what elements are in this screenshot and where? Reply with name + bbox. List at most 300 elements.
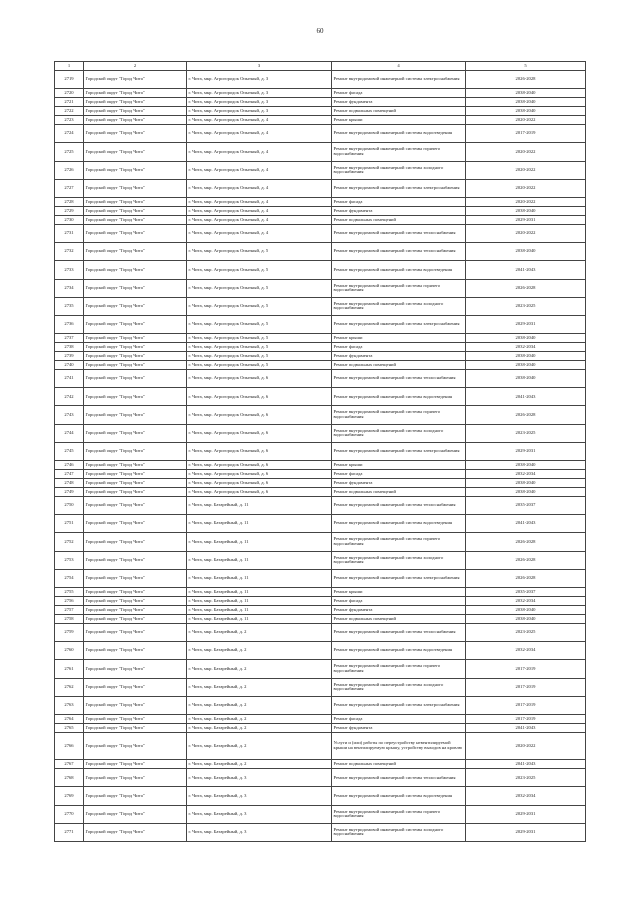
work-type-cell: Ремонт фасада <box>332 197 466 206</box>
work-type-cell: Ремонт внутридомовой инженерной системы холодного водоснабжения <box>332 161 466 179</box>
table-row <box>55 569 586 587</box>
municipality-cell: Городской округ "Город Чита" <box>84 343 187 352</box>
period-cell: 2032-2034 <box>466 787 586 805</box>
row-number-cell: 2733 <box>55 261 84 279</box>
address-cell: г. Чита, мкр. Агрогородок Опытный, д. 4 <box>187 224 332 242</box>
table-row <box>55 71 586 89</box>
address-cell: г. Чита, мкр. Агрогородок Опытный, д. 6 <box>187 470 332 479</box>
period-cell: 2020-2022 <box>466 143 586 161</box>
work-type-cell: Ремонт внутридомовой инженерной системы горячего водоснабжения <box>332 406 466 424</box>
municipality-cell: Городской округ "Город Чита" <box>84 714 187 723</box>
period-cell: 2023-2025 <box>466 297 586 315</box>
address-cell: г. Чита, мкр. Батарейный, д. 3 <box>187 823 332 841</box>
row-number-cell: 2755 <box>55 587 84 596</box>
municipality-cell: Городской округ "Город Чита" <box>84 143 187 161</box>
address-cell: г. Чита, мкр. Батарейный, д. 2 <box>187 642 332 660</box>
address-cell: г. Чита, мкр. Батарейный, д. 2 <box>187 760 332 769</box>
column-header: 5 <box>466 62 586 71</box>
work-type-cell: Ремонт фундамента <box>332 98 466 107</box>
period-cell: 2020-2022 <box>466 116 586 125</box>
period-cell: 2041-2043 <box>466 388 586 406</box>
period-cell: 2041-2043 <box>466 760 586 769</box>
period-cell: 2038-2040 <box>466 352 586 361</box>
address-cell: г. Чита, мкр. Батарейный, д. 11 <box>187 614 332 623</box>
table-row <box>55 479 586 488</box>
work-type-cell: Ремонт фундамента <box>332 206 466 215</box>
table-row <box>55 361 586 370</box>
municipality-cell: Городской округ "Город Чита" <box>84 587 187 596</box>
period-cell: 2032-2034 <box>466 642 586 660</box>
work-type-cell: Ремонт внутридомовой инженерной системы электроснабжения <box>332 71 466 89</box>
row-number-cell: 2759 <box>55 623 84 641</box>
work-type-cell: Ремонт внутридомовой инженерной системы водоотведения <box>332 261 466 279</box>
row-number-cell: 2748 <box>55 479 84 488</box>
period-cell: 2035-2037 <box>466 497 586 515</box>
row-number-cell: 2727 <box>55 179 84 197</box>
municipality-cell: Городской округ "Город Чита" <box>84 98 187 107</box>
period-cell: 2017-2019 <box>466 678 586 696</box>
table-row <box>55 406 586 424</box>
row-number-cell: 2722 <box>55 107 84 116</box>
address-cell: г. Чита, мкр. Агрогородок Опытный, д. 6 <box>187 406 332 424</box>
table-row <box>55 660 586 678</box>
address-cell: г. Чита, мкр. Агрогородок Опытный, д. 4 <box>187 161 332 179</box>
row-number-cell: 2741 <box>55 370 84 388</box>
table-row <box>55 714 586 723</box>
municipality-cell: Городской округ "Город Чита" <box>84 243 187 261</box>
municipality-cell: Городской округ "Город Чита" <box>84 696 187 714</box>
table-row <box>55 596 586 605</box>
work-type-cell: Ремонт внутридомовой инженерной системы водоотведения <box>332 388 466 406</box>
table-row <box>55 732 586 759</box>
address-cell: г. Чита, мкр. Батарейный, д. 11 <box>187 533 332 551</box>
municipality-cell: Городской округ "Город Чита" <box>84 596 187 605</box>
table-row <box>55 696 586 714</box>
municipality-cell: Городской округ "Город Чита" <box>84 479 187 488</box>
municipality-cell: Городской округ "Город Чита" <box>84 660 187 678</box>
period-cell: 2017-2019 <box>466 125 586 143</box>
address-cell: г. Чита, мкр. Агрогородок Опытный, д. 5 <box>187 352 332 361</box>
row-number-cell: 2739 <box>55 352 84 361</box>
work-type-cell: Ремонт внутридомовой инженерной системы горячего водоснабжения <box>332 805 466 823</box>
table-row <box>55 614 586 623</box>
capital-repair-table <box>54 61 586 842</box>
row-number-cell: 2762 <box>55 678 84 696</box>
row-number-cell: 2753 <box>55 551 84 569</box>
work-type-cell: Ремонт подвальных помещений <box>332 361 466 370</box>
row-number-cell: 2735 <box>55 297 84 315</box>
address-cell: г. Чита, мкр. Агрогородок Опытный, д. 4 <box>187 206 332 215</box>
row-number-cell: 2751 <box>55 515 84 533</box>
table-row <box>55 197 586 206</box>
row-number-cell: 2740 <box>55 361 84 370</box>
table-row <box>55 89 586 98</box>
row-number-cell: 2725 <box>55 143 84 161</box>
address-cell: г. Чита, мкр. Батарейный, д. 2 <box>187 660 332 678</box>
address-cell: г. Чита, мкр. Батарейный, д. 11 <box>187 515 332 533</box>
table-row <box>55 623 586 641</box>
municipality-cell: Городской округ "Город Чита" <box>84 352 187 361</box>
work-type-cell: Ремонт фасада <box>332 596 466 605</box>
table-row <box>55 642 586 660</box>
table-row <box>55 769 586 787</box>
address-cell: г. Чита, мкр. Агрогородок Опытный, д. 6 <box>187 424 332 442</box>
municipality-cell: Городской округ "Город Чита" <box>84 533 187 551</box>
address-cell: г. Чита, мкр. Агрогородок Опытный, д. 6 <box>187 370 332 388</box>
column-header: 3 <box>187 62 332 71</box>
work-type-cell: Ремонт внутридомовой инженерной системы водоотведения <box>332 125 466 143</box>
work-type-cell: Ремонт подвальных помещений <box>332 488 466 497</box>
municipality-cell: Городской округ "Город Чита" <box>84 279 187 297</box>
period-cell: 2017-2019 <box>466 660 586 678</box>
period-cell: 2017-2019 <box>466 714 586 723</box>
table-row <box>55 261 586 279</box>
municipality-cell: Городской округ "Город Чита" <box>84 224 187 242</box>
work-type-cell: Ремонт внутридомовой инженерной системы теплоснабжения <box>332 623 466 641</box>
municipality-cell: Городской округ "Город Чита" <box>84 388 187 406</box>
table-row <box>55 352 586 361</box>
work-type-cell: Ремонт крыши <box>332 116 466 125</box>
period-cell: 2038-2040 <box>466 605 586 614</box>
period-cell: 2038-2040 <box>466 206 586 215</box>
work-type-cell: Ремонт подвальных помещений <box>332 614 466 623</box>
table-row <box>55 215 586 224</box>
table-row <box>55 533 586 551</box>
table-row <box>55 161 586 179</box>
row-number-cell: 2745 <box>55 442 84 460</box>
table-row <box>55 116 586 125</box>
municipality-cell: Городской округ "Город Чита" <box>84 678 187 696</box>
row-number-cell: 2737 <box>55 334 84 343</box>
municipality-cell: Городской округ "Город Чита" <box>84 315 187 333</box>
period-cell: 2020-2022 <box>466 224 586 242</box>
work-type-cell: Ремонт внутридомовой инженерной системы электроснабжения <box>332 179 466 197</box>
table-row <box>55 206 586 215</box>
municipality-cell: Городской округ "Город Чита" <box>84 179 187 197</box>
period-cell: 2038-2040 <box>466 479 586 488</box>
address-cell: г. Чита, мкр. Батарейный, д. 2 <box>187 696 332 714</box>
work-type-cell: Ремонт внутридомовой инженерной системы электроснабжения <box>332 442 466 460</box>
period-cell: 2023-2025 <box>466 623 586 641</box>
work-type-cell: Ремонт внутридомовой инженерной системы горячего водоснабжения <box>332 533 466 551</box>
period-cell: 2029-2031 <box>466 315 586 333</box>
address-cell: г. Чита, мкр. Агрогородок Опытный, д. 5 <box>187 343 332 352</box>
address-cell: г. Чита, мкр. Батарейный, д. 11 <box>187 596 332 605</box>
municipality-cell: Городской округ "Город Чита" <box>84 515 187 533</box>
address-cell: г. Чита, мкр. Агрогородок Опытный, д. 3 <box>187 107 332 116</box>
table-row <box>55 297 586 315</box>
municipality-cell: Городской округ "Город Чита" <box>84 488 187 497</box>
period-cell: 2029-2031 <box>466 215 586 224</box>
table-row <box>55 243 586 261</box>
period-cell: 2038-2040 <box>466 361 586 370</box>
period-cell: 2020-2022 <box>466 197 586 206</box>
period-cell: 2038-2040 <box>466 107 586 116</box>
municipality-cell: Городской округ "Город Чита" <box>84 551 187 569</box>
row-number-cell: 2752 <box>55 533 84 551</box>
table-row <box>55 424 586 442</box>
period-cell: 2038-2040 <box>466 488 586 497</box>
municipality-cell: Городской округ "Город Чита" <box>84 823 187 841</box>
table-row <box>55 515 586 533</box>
address-cell: г. Чита, мкр. Батарейный, д. 11 <box>187 497 332 515</box>
row-number-cell: 2720 <box>55 89 84 98</box>
municipality-cell: Городской округ "Город Чита" <box>84 760 187 769</box>
address-cell: г. Чита, мкр. Батарейный, д. 11 <box>187 551 332 569</box>
table-row <box>55 605 586 614</box>
row-number-cell: 2731 <box>55 224 84 242</box>
table-row <box>55 470 586 479</box>
table-row <box>55 723 586 732</box>
table-row <box>55 551 586 569</box>
municipality-cell: Городской округ "Город Чита" <box>84 497 187 515</box>
municipality-cell: Городской округ "Город Чита" <box>84 334 187 343</box>
work-type-cell: Ремонт подвальных помещений <box>332 107 466 116</box>
table-row <box>55 279 586 297</box>
address-cell: г. Чита, мкр. Агрогородок Опытный, д. 6 <box>187 442 332 460</box>
period-cell: 2041-2043 <box>466 261 586 279</box>
municipality-cell: Городской округ "Город Чита" <box>84 805 187 823</box>
column-header: 4 <box>332 62 466 71</box>
address-cell: г. Чита, мкр. Агрогородок Опытный, д. 3 <box>187 89 332 98</box>
address-cell: г. Чита, мкр. Агрогородок Опытный, д. 3 <box>187 98 332 107</box>
period-cell: 2038-2040 <box>466 243 586 261</box>
table-row <box>55 224 586 242</box>
municipality-cell: Городской округ "Город Чита" <box>84 642 187 660</box>
municipality-cell: Городской округ "Город Чита" <box>84 424 187 442</box>
municipality-cell: Городской округ "Город Чита" <box>84 442 187 460</box>
period-cell: 2026-2028 <box>466 569 586 587</box>
row-number-cell: 2754 <box>55 569 84 587</box>
work-type-cell: Ремонт крыши <box>332 334 466 343</box>
table-row <box>55 442 586 460</box>
table-row <box>55 678 586 696</box>
municipality-cell: Городской округ "Город Чита" <box>84 89 187 98</box>
work-type-cell: Ремонт фундамента <box>332 479 466 488</box>
table-row <box>55 179 586 197</box>
row-number-cell: 2750 <box>55 497 84 515</box>
period-cell: 2026-2028 <box>466 279 586 297</box>
municipality-cell: Городской округ "Город Чита" <box>84 614 187 623</box>
municipality-cell: Городской округ "Город Чита" <box>84 723 187 732</box>
work-type-cell: Ремонт внутридомовой инженерной системы теплоснабжения <box>332 224 466 242</box>
work-type-cell: Ремонт внутридомовой инженерной системы горячего водоснабжения <box>332 279 466 297</box>
period-cell: 2041-2043 <box>466 723 586 732</box>
row-number-cell: 2763 <box>55 696 84 714</box>
work-type-cell: Ремонт подвальных помещений <box>332 215 466 224</box>
row-number-cell: 2770 <box>55 805 84 823</box>
work-type-cell: Ремонт внутридомовой инженерной системы горячего водоснабжения <box>332 143 466 161</box>
address-cell: г. Чита, мкр. Агрогородок Опытный, д. 4 <box>187 179 332 197</box>
address-cell: г. Чита, мкр. Агрогородок Опытный, д. 5 <box>187 261 332 279</box>
row-number-cell: 2721 <box>55 98 84 107</box>
row-number-cell: 2729 <box>55 206 84 215</box>
row-number-cell: 2742 <box>55 388 84 406</box>
work-type-cell: Ремонт крыши <box>332 461 466 470</box>
row-number-cell: 2766 <box>55 732 84 759</box>
address-cell: г. Чита, мкр. Батарейный, д. 3 <box>187 787 332 805</box>
work-type-cell: Ремонт внутридомовой инженерной системы электроснабжения <box>332 696 466 714</box>
row-number-cell: 2736 <box>55 315 84 333</box>
work-type-cell: Ремонт фасада <box>332 470 466 479</box>
row-number-cell: 2764 <box>55 714 84 723</box>
municipality-cell: Городской округ "Город Чита" <box>84 361 187 370</box>
period-cell: 2029-2031 <box>466 823 586 841</box>
period-cell: 2017-2019 <box>466 696 586 714</box>
row-number-cell: 2732 <box>55 243 84 261</box>
municipality-cell: Городской округ "Город Чита" <box>84 125 187 143</box>
municipality-cell: Городской округ "Город Чита" <box>84 197 187 206</box>
address-cell: г. Чита, мкр. Агрогородок Опытный, д. 4 <box>187 116 332 125</box>
work-type-cell: Ремонт фасада <box>332 343 466 352</box>
municipality-cell: Городской округ "Город Чита" <box>84 370 187 388</box>
address-cell: г. Чита, мкр. Агрогородок Опытный, д. 4 <box>187 143 332 161</box>
row-number-cell: 2771 <box>55 823 84 841</box>
table-row <box>55 461 586 470</box>
period-cell: 2032-2034 <box>466 596 586 605</box>
row-number-cell: 2765 <box>55 723 84 732</box>
work-type-cell: Ремонт внутридомовой инженерной системы холодного водоснабжения <box>332 297 466 315</box>
address-cell: г. Чита, мкр. Агрогородок Опытный, д. 5 <box>187 361 332 370</box>
row-number-cell: 2757 <box>55 605 84 614</box>
period-cell: 2038-2040 <box>466 98 586 107</box>
period-cell: 2026-2028 <box>466 71 586 89</box>
address-cell: г. Чита, мкр. Батарейный, д. 2 <box>187 678 332 696</box>
address-cell: г. Чита, мкр. Батарейный, д. 11 <box>187 569 332 587</box>
period-cell: 2023-2025 <box>466 424 586 442</box>
row-number-cell: 2768 <box>55 769 84 787</box>
row-number-cell: 2761 <box>55 660 84 678</box>
work-type-cell: Ремонт крыши <box>332 587 466 596</box>
address-cell: г. Чита, мкр. Агрогородок Опытный, д. 4 <box>187 125 332 143</box>
address-cell: г. Чита, мкр. Агрогородок Опытный, д. 5 <box>187 334 332 343</box>
table-row <box>55 334 586 343</box>
table-row <box>55 587 586 596</box>
row-number-cell: 2726 <box>55 161 84 179</box>
period-cell: 2023-2025 <box>466 769 586 787</box>
row-number-cell: 2756 <box>55 596 84 605</box>
work-type-cell: Ремонт внутридомовой инженерной системы теплоснабжения <box>332 769 466 787</box>
work-type-cell: Ремонт внутридомовой инженерной системы электроснабжения <box>332 569 466 587</box>
address-cell: г. Чита, мкр. Батарейный, д. 3 <box>187 769 332 787</box>
row-number-cell: 2738 <box>55 343 84 352</box>
period-cell: 2020-2022 <box>466 161 586 179</box>
work-type-cell: Ремонт внутридомовой инженерной системы холодного водоснабжения <box>332 823 466 841</box>
row-number-cell: 2730 <box>55 215 84 224</box>
work-type-cell: Ремонт фасада <box>332 89 466 98</box>
period-cell: 2038-2040 <box>466 614 586 623</box>
address-cell: г. Чита, мкр. Агрогородок Опытный, д. 5 <box>187 297 332 315</box>
row-number-cell: 2734 <box>55 279 84 297</box>
period-cell: 2038-2040 <box>466 334 586 343</box>
row-number-cell: 2747 <box>55 470 84 479</box>
period-cell: 2041-2043 <box>466 515 586 533</box>
municipality-cell: Городской округ "Город Чита" <box>84 215 187 224</box>
work-type-cell: Ремонт подвальных помещений <box>332 760 466 769</box>
table-row <box>55 143 586 161</box>
work-type-cell: Ремонт внутридомовой инженерной системы водоотведения <box>332 787 466 805</box>
row-number-cell: 2746 <box>55 461 84 470</box>
municipality-cell: Городской округ "Город Чита" <box>84 297 187 315</box>
table-row <box>55 497 586 515</box>
table-row <box>55 315 586 333</box>
period-cell: 2029-2031 <box>466 805 586 823</box>
municipality-cell: Городской округ "Город Чита" <box>84 406 187 424</box>
address-cell: г. Чита, мкр. Батарейный, д. 2 <box>187 732 332 759</box>
period-cell: 2026-2028 <box>466 533 586 551</box>
period-cell: 2029-2031 <box>466 442 586 460</box>
column-header: 2 <box>84 62 187 71</box>
table-row <box>55 98 586 107</box>
municipality-cell: Городской округ "Город Чита" <box>84 461 187 470</box>
table-row <box>55 823 586 841</box>
period-cell: 2020-2022 <box>466 732 586 759</box>
work-type-cell: Ремонт внутридомовой инженерной системы холодного водоснабжения <box>332 678 466 696</box>
address-cell: г. Чита, мкр. Агрогородок Опытный, д. 4 <box>187 215 332 224</box>
row-number-cell: 2723 <box>55 116 84 125</box>
table-row <box>55 760 586 769</box>
municipality-cell: Городской округ "Город Чита" <box>84 261 187 279</box>
municipality-cell: Городской округ "Город Чита" <box>84 116 187 125</box>
address-cell: г. Чита, мкр. Агрогородок Опытный, д. 5 <box>187 243 332 261</box>
municipality-cell: Городской округ "Город Чита" <box>84 769 187 787</box>
address-cell: г. Чита, мкр. Батарейный, д. 2 <box>187 714 332 723</box>
row-number-cell: 2767 <box>55 760 84 769</box>
work-type-cell: Ремонт фундамента <box>332 605 466 614</box>
period-cell: 2032-2034 <box>466 343 586 352</box>
address-cell: г. Чита, мкр. Агрогородок Опытный, д. 6 <box>187 479 332 488</box>
table-row <box>55 488 586 497</box>
row-number-cell: 2728 <box>55 197 84 206</box>
period-cell: 2038-2040 <box>466 370 586 388</box>
row-number-cell: 2744 <box>55 424 84 442</box>
municipality-cell: Городской округ "Город Чита" <box>84 470 187 479</box>
address-cell: г. Чита, мкр. Агрогородок Опытный, д. 6 <box>187 488 332 497</box>
period-cell: 2020-2022 <box>466 179 586 197</box>
page-number: 60 <box>316 27 324 35</box>
work-type-cell: Ремонт фундамента <box>332 723 466 732</box>
period-cell: 2035-2037 <box>466 587 586 596</box>
address-cell: г. Чита, мкр. Батарейный, д. 2 <box>187 723 332 732</box>
address-cell: г. Чита, мкр. Батарейный, д. 3 <box>187 805 332 823</box>
work-type-cell: Ремонт фасада <box>332 714 466 723</box>
period-cell: 2026-2028 <box>466 406 586 424</box>
row-number-cell: 2760 <box>55 642 84 660</box>
work-type-cell: Ремонт внутридомовой инженерной системы горячего водоснабжения <box>332 660 466 678</box>
table-row <box>55 787 586 805</box>
work-type-cell: Ремонт внутридомовой инженерной системы теплоснабжения <box>332 243 466 261</box>
municipality-cell: Городской округ "Город Чита" <box>84 787 187 805</box>
address-cell: г. Чита, мкр. Агрогородок Опытный, д. 6 <box>187 461 332 470</box>
work-type-cell: Ремонт фундамента <box>332 352 466 361</box>
table-row <box>55 370 586 388</box>
work-type-cell: Ремонт внутридомовой инженерной системы холодного водоснабжения <box>332 551 466 569</box>
work-type-cell: Ремонт внутридомовой инженерной системы холодного водоснабжения <box>332 424 466 442</box>
table-header-row <box>55 62 586 71</box>
address-cell: г. Чита, мкр. Батарейный, д. 11 <box>187 587 332 596</box>
address-cell: г. Чита, мкр. Батарейный, д. 2 <box>187 623 332 641</box>
row-number-cell: 2758 <box>55 614 84 623</box>
row-number-cell: 2724 <box>55 125 84 143</box>
work-type-cell: Ремонт внутридомовой инженерной системы электроснабжения <box>332 315 466 333</box>
municipality-cell: Городской округ "Город Чита" <box>84 107 187 116</box>
municipality-cell: Городской округ "Город Чита" <box>84 623 187 641</box>
row-number-cell: 2743 <box>55 406 84 424</box>
municipality-cell: Городской округ "Город Чита" <box>84 569 187 587</box>
address-cell: г. Чита, мкр. Агрогородок Опытный, д. 5 <box>187 315 332 333</box>
address-cell: г. Чита, мкр. Агрогородок Опытный, д. 3 <box>187 71 332 89</box>
row-number-cell: 2749 <box>55 488 84 497</box>
